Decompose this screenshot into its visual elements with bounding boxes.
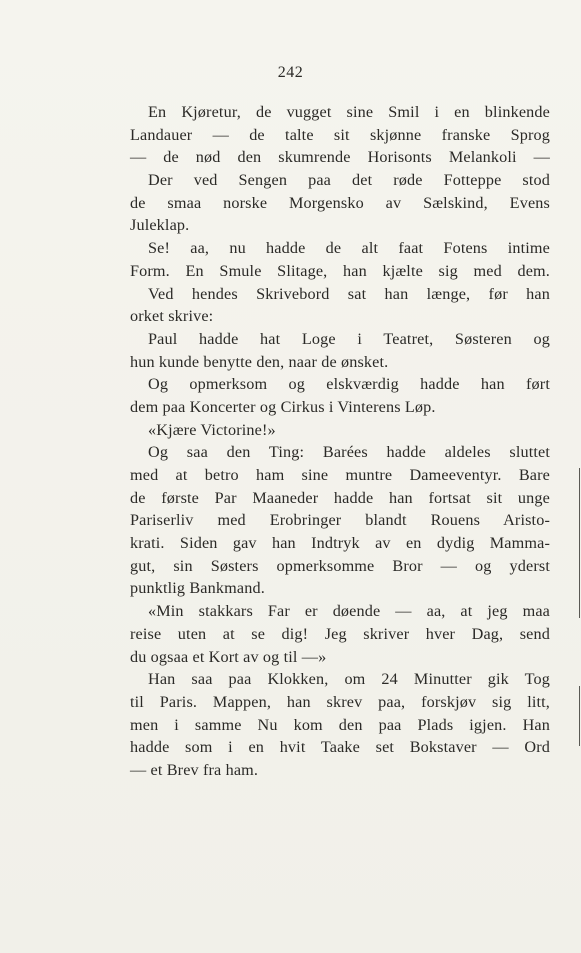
text-line: Ved hendes Skrivebord sat han længe, før han xyxy=(148,284,550,303)
text-line: med at betro ham sine muntre Dameeventyr. Bare xyxy=(130,466,550,484)
text-line: Der ved Sengen paa det røde Fotteppe stod xyxy=(148,171,550,190)
text-line: Se! aa, nu hadde de alt faat Fotens intime xyxy=(148,239,550,258)
text-line: du ogsaa et Kort av og til —» xyxy=(130,647,327,666)
body-text xyxy=(130,101,550,782)
text-line: krati. Siden gav han Indtryk av en dydig Mamma- xyxy=(130,534,550,553)
text-line: reise uten at se dig! Jeg skriver hver Dag, send xyxy=(130,624,550,643)
text-line: Og saa den Ting: Barées hadde aldeles sluttet xyxy=(148,443,550,462)
text-line: gut, sin Søsters opmerksomme Bror — og yderst xyxy=(130,556,550,575)
text-line: til Paris. Mappen, han skrev paa, forskjøv sig litt, xyxy=(130,692,550,711)
text-line: punktlig Bankmand. xyxy=(130,579,265,598)
text-line: hun kunde benytte den, naar de ønsket. xyxy=(130,352,389,371)
text-line: «Min stakkars Far er døende — aa, at jeg maa xyxy=(148,602,550,621)
text-line: «Kjære Victorine!» xyxy=(148,420,276,439)
text-line: Paul hadde hat Loge i Teatret, Søsteren og xyxy=(148,329,550,348)
text-line: hadde som i en hvit Taake set Bokstaver — Ord xyxy=(130,738,550,757)
text-line: de første Par Maaneder hadde han fortsat sit unge xyxy=(130,488,550,507)
page-number: 242 xyxy=(277,64,304,81)
text-line: Og opmerksom og elskværdig hadde han ført xyxy=(148,375,550,394)
page-edge-mark xyxy=(579,468,580,618)
text-line: En Kjøretur, de vugget sine Smil i en blinkende xyxy=(148,103,550,121)
text-line: Form. En Smule Slitage, han kjælte sig med dem. xyxy=(130,261,550,280)
text-line: men i samme Nu kom den paa Plads igjen. Han xyxy=(130,715,550,734)
text-line: de smaa norske Morgensko av Sælskind, Evens xyxy=(130,193,550,212)
text-line: dem paa Koncerter og Cirkus i Vinterens Løp. xyxy=(130,397,436,416)
text-line: — et Brev fra ham. xyxy=(130,760,259,779)
text-line: Landauer — de talte sit skjønne franske Sprog xyxy=(130,125,550,144)
text-line: Han saa paa Klokken, om 24 Minutter gik Tog xyxy=(148,670,550,689)
text-line: — de nød den skumrende Horisonts Melankoli — xyxy=(130,148,550,167)
text-line: orket skrive: xyxy=(130,307,214,326)
text-line: Juleklap. xyxy=(130,216,190,235)
text-line: Pariserliv med Erobringer blandt Rouens Aristo- xyxy=(130,511,550,530)
page-edge-mark xyxy=(579,686,580,746)
